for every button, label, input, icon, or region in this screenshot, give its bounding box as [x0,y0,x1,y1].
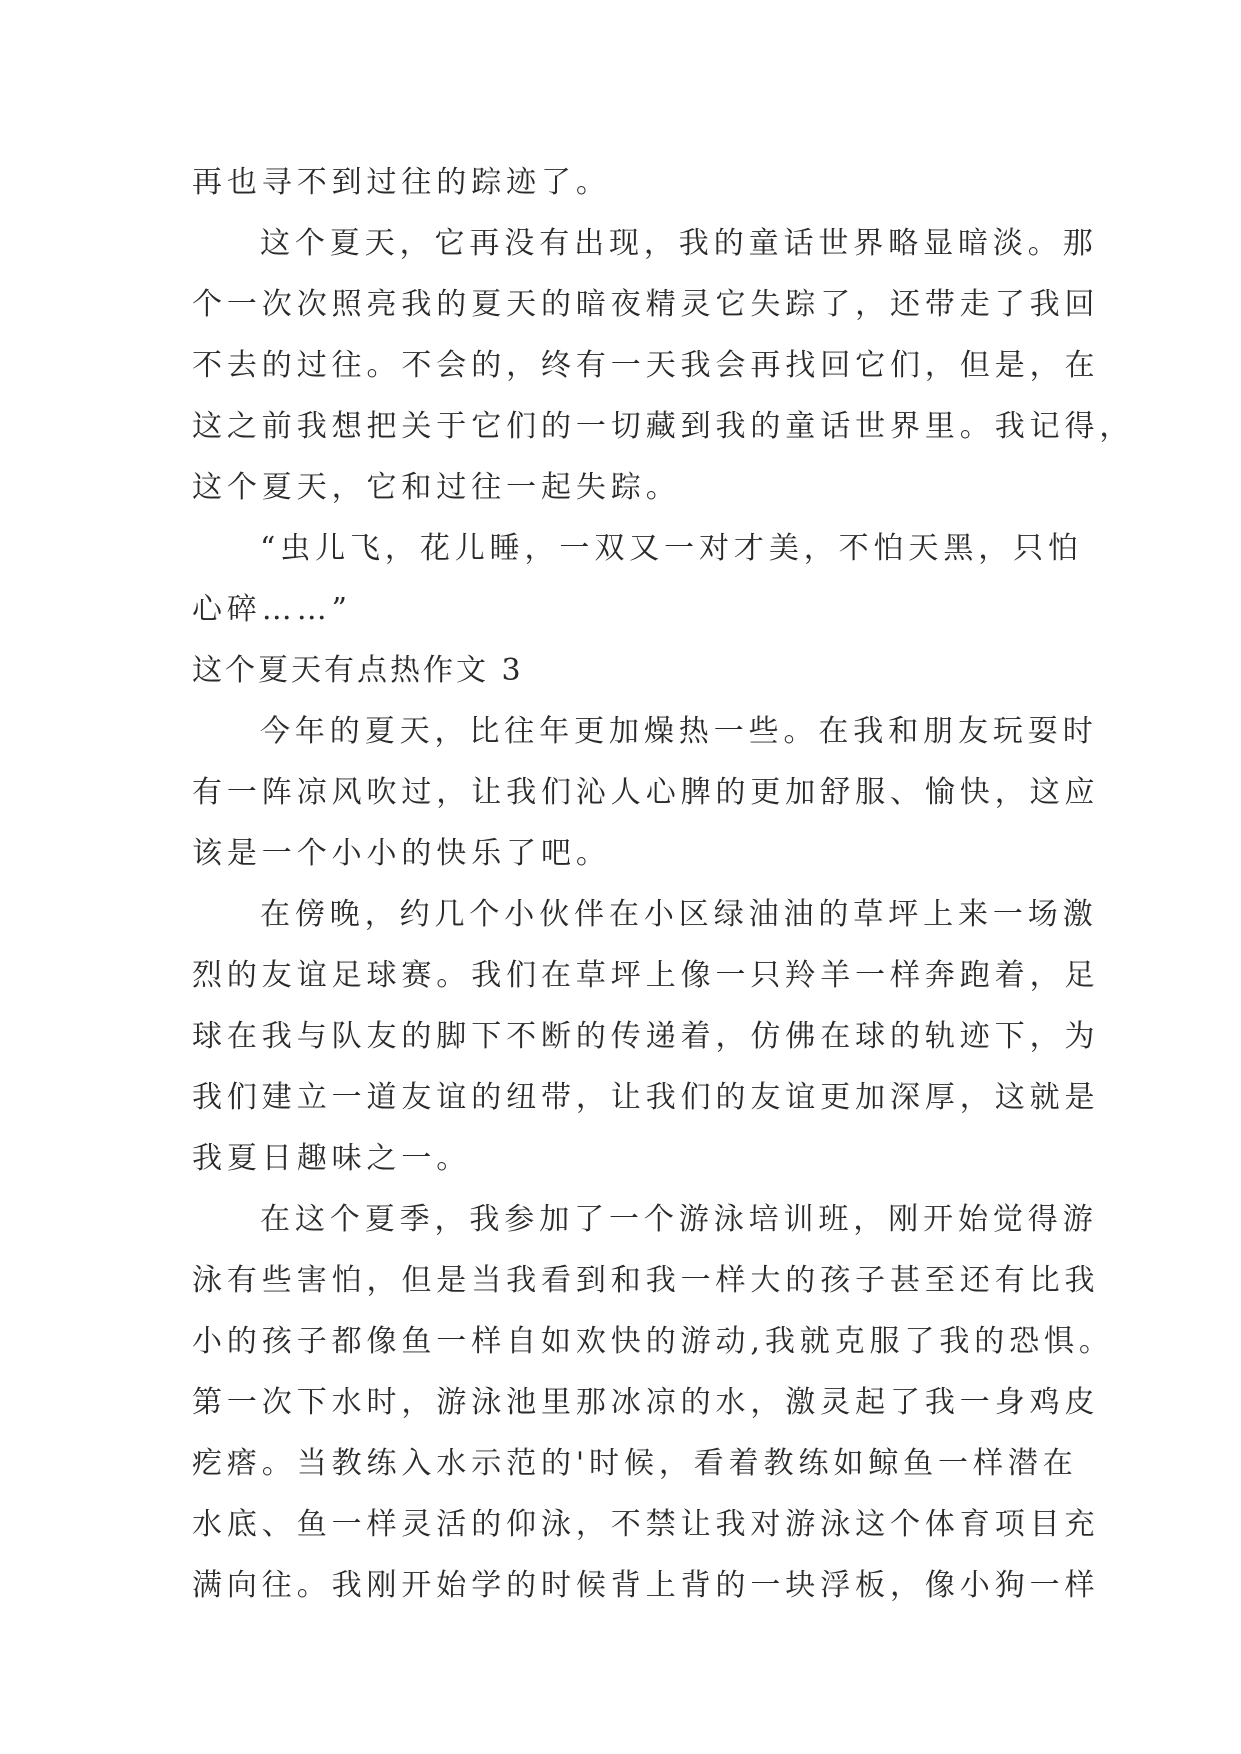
document-body [192,152,1135,1616]
text-line: 我们建立一道友谊的纽带，让我们的友谊更加深厚，这就是 [192,1080,1100,1115]
text-line: 心碎……” [192,592,352,627]
text-line: 泳有些害怕，但是当我看到和我一样大的孩子甚至还有比我 [192,1263,1100,1298]
text-line: 在这个夏季，我参加了一个游泳培训班，刚开始觉得游 [260,1202,1098,1237]
text-line: 这个夏天，它再没有出现，我的童话世界略显暗淡。那 [260,226,1098,261]
text-line: 第一次下水时，游泳池里那冰凉的水，激灵起了我一身鸡皮 [192,1385,1100,1420]
text-line: 有一阵凉风吹过，让我们沁人心脾的更加舒服、愉快，这应 [192,775,1100,810]
text-line: 这个夏天，它和过往一起失踪。 [192,470,681,505]
text-line: 水底、鱼一样灵活的仰泳，不禁让我对游泳这个体育项目充 [192,1507,1100,1542]
text-line: 小的孩子都像鱼一样自如欢快的游动,我就克服了我的恐惧。 [192,1324,1114,1359]
text-line: 我夏日趣味之一。 [192,1141,472,1176]
text-line: 该是一个小小的快乐了吧。 [192,836,611,871]
text-line: 再也寻不到过往的踪迹了。 [192,165,611,200]
text-line: 烈的友谊足球赛。我们在草坪上像一只羚羊一样奔跑着，足 [192,958,1100,993]
text-line: 疙瘩。当教练入水示范的'时候，看着教练如鲸鱼一样潜在 [192,1446,1078,1481]
text-line: “虫儿飞，花儿睡，一双又一对才美，不怕天黑，只怕 [260,531,1083,566]
text-line: 这之前我想把关于它们的一切藏到我的童话世界里。我记得， [192,409,1135,444]
text-line: 个一次次照亮我的夏天的暗夜精灵它失踪了，还带走了我回 [192,287,1100,322]
text-line: 在傍晚，约几个小伙伴在小区绿油油的草坪上来一场激 [260,897,1098,932]
text-line: 今年的夏天，比往年更加燥热一些。在我和朋友玩耍时 [260,714,1098,749]
text-line: 球在我与队友的脚下不断的传递着，仿佛在球的轨迹下，为 [192,1019,1100,1054]
section-heading: 这个夏天有点热作文 3 [192,653,524,688]
text-line: 满向往。我刚开始学的时候背上背的一块浮板，像小狗一样 [192,1568,1100,1603]
text-line: 不去的过往。不会的，终有一天我会再找回它们，但是，在 [192,348,1100,383]
